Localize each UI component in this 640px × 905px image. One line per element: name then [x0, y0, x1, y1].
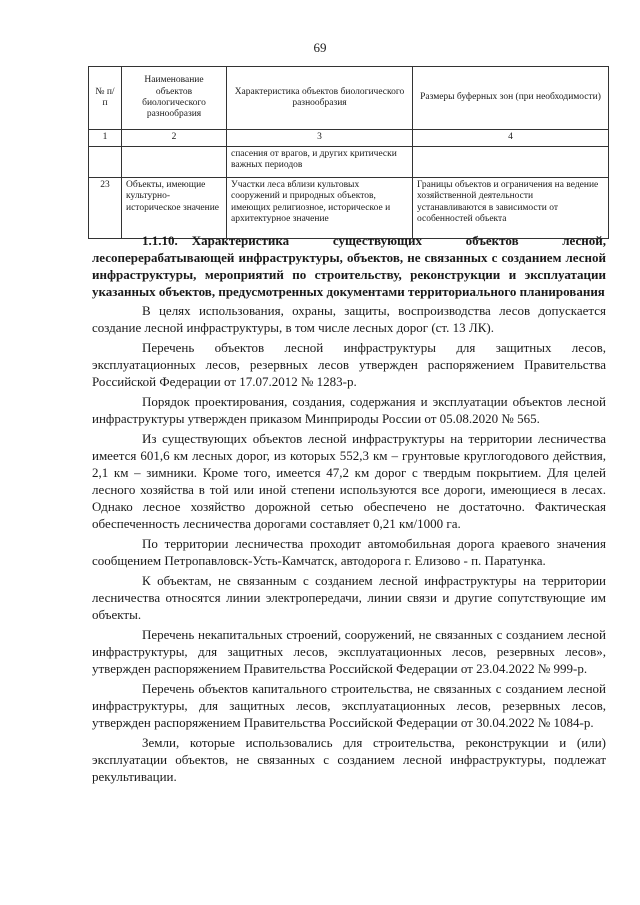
table-header-row — [89, 67, 609, 130]
document-body — [92, 232, 606, 788]
paragraph: Перечень объектов лесной инфраструктуры для защитных лесов, эксплуатационных лесов, резервных лесов утвержден распоряжением Правительства Российской Федерации от 17.07.2012 № 1283-р. — [92, 340, 606, 389]
paragraph: В целях использования, охраны, защиты, воспроизводства лесов допускается создание лесной инфраструктуры, в том числе лесных дорог (ст. 13 ЛК). — [92, 303, 606, 335]
cell-buffer: Границы объектов и ограничения на ведение хозяйственной деятельности устанавливаются в зависимости от особенностей объекта — [413, 178, 609, 239]
paragraph: Из существующих объектов лесной инфраструктуры на территории лесничества имеется 601,6 км лесных дорог, из которых 552,3 км – грунтовые круглогодового действия, 2,1 км – зимники. Кроме того, имеется 47,2 км дорог с твердым покрытием. Для целей лесного хозяйства в той или иной степени используются все дороги, имеющиеся в лесах. Однако лесное хозяйство дорожной сетью обеспечено не достаточно. Фактическая обеспеченность лесничества дорогами составляет 0,21 км/1000 га. — [92, 431, 606, 531]
table-row — [89, 147, 609, 178]
column-number: 3 — [227, 130, 413, 147]
header-name: Наименование объектов биологического разнообразия — [122, 67, 227, 130]
paragraph: К объектам, не связанным с созданием лесной инфраструктуры на территории лесничества относятся линии электропередачи, линии связи и другие сопутствующие им объекты. — [92, 573, 606, 622]
cell-name — [122, 147, 227, 178]
section-number: 1.1.10. — [142, 233, 178, 248]
section-title: Характеристика существующих объектов лесной, лесоперерабатывающей инфраструктуры, объектов, не связанных с созданием лесной инфраструктуры, мероприятий по строительству, реконструкции и эксплуатации указанных объектов, предусмотренных документами территориального планирования — [92, 233, 606, 299]
header-num: № п/п — [89, 67, 122, 130]
cell-characteristic: спасения от врагов, и других критически важных периодов — [227, 147, 413, 178]
cell-name: Объекты, имеющие культурно-историческое значение — [122, 178, 227, 239]
column-number: 2 — [122, 130, 227, 147]
header-characteristic: Характеристика объектов биологического разнообразия — [227, 67, 413, 130]
page-number: 69 — [313, 40, 327, 55]
biodiversity-table — [88, 66, 609, 239]
paragraph: По территории лесничества проходит автомобильная дорога краевого значения сообщением Петропавловск-Усть-Камчатск, автодорога г. Елизово - п. Паратунка. — [92, 536, 606, 568]
column-number: 4 — [413, 130, 609, 147]
table-row — [89, 178, 609, 239]
cell-num — [89, 147, 122, 178]
cell-characteristic: Участки леса вблизи культовых сооружений и природных объектов, имеющих религиозное, историческое и архитектурное значение — [227, 178, 413, 239]
section-heading — [92, 232, 606, 300]
paragraph: Перечень некапитальных строений, сооружений, не связанных с созданием лесной инфраструктуры, для защитных лесов, эксплуатационных лесов, резервных лесов», утвержден распоряжением Правительства Российской Федерации от 23.04.2022 № 999-р. — [92, 627, 606, 676]
column-number: 1 — [89, 130, 122, 147]
paragraph: Порядок проектирования, создания, содержания и эксплуатации объектов лесной инфраструктуры утвержден приказом Минприроды России от 05.08.2020 № 565. — [92, 394, 606, 426]
column-number-row — [89, 130, 609, 147]
paragraph: Земли, которые использовались для строительства, реконструкции и (или) эксплуатации объектов, не связанных с созданием лесной инфраструктуры, подлежат рекультивации. — [92, 735, 606, 784]
cell-buffer — [413, 147, 609, 178]
cell-num: 23 — [89, 178, 122, 239]
header-buffer: Размеры буферных зон (при необходимости) — [413, 67, 609, 130]
paragraph: Перечень объектов капитального строительства, не связанных с созданием лесной инфраструктуры, для защитных лесов, эксплуатационных лесов, резервных лесов, утвержден распоряжением Правительства Российской Федерации от 30.04.2022 № 1084-р. — [92, 681, 606, 730]
